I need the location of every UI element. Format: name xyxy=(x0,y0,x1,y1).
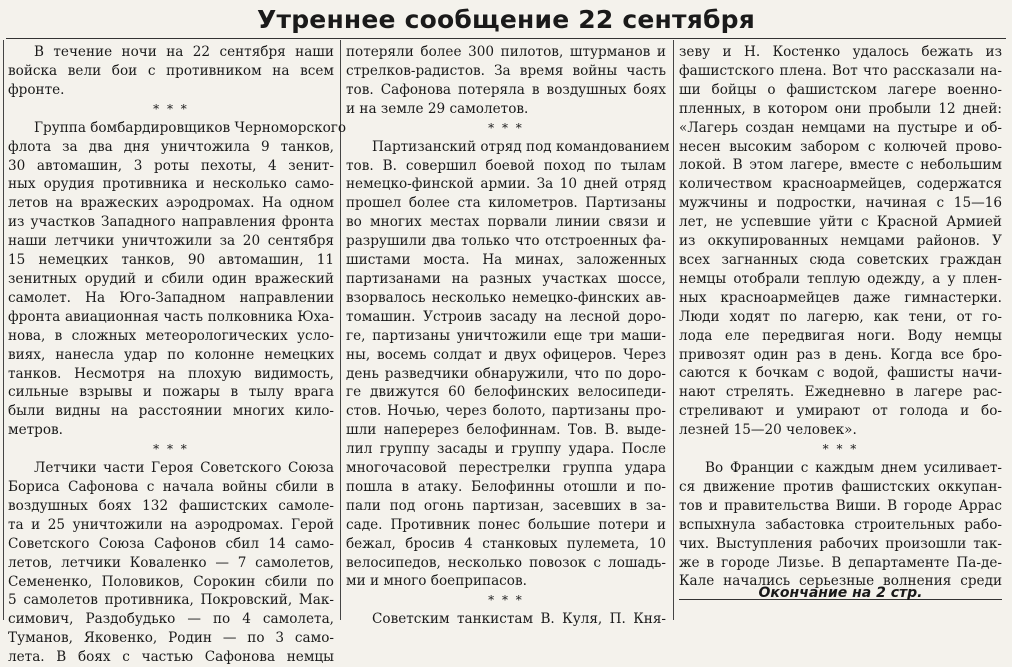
text-line: сильные взрывы и пожары в тылу врага xyxy=(8,384,334,401)
section-stars: * * * xyxy=(153,442,189,457)
text-line: 15 немецких танков, 90 автомашин, 11 xyxy=(8,252,334,269)
text-line: шли наперерез белофиннам. Тов. В. выде- xyxy=(346,422,666,439)
text-line: партизанами на разных участках шоссе, xyxy=(346,270,666,287)
text-line: тов. Сафонова потеряла в воздушных боях xyxy=(346,81,666,98)
column-2 xyxy=(346,43,670,628)
text-line: В течение ночи на 22 сентября наши xyxy=(34,44,334,60)
text-line: количеством красноармейцев, содержатся xyxy=(679,176,1002,193)
text-line: танков. Несмотря на плохую видимость, xyxy=(8,365,334,382)
text-line: были видны на расстоянии многих кило- xyxy=(8,403,334,420)
text-line: Советского Союза Сафонов сбил 14 само- xyxy=(8,535,334,552)
text-line: локой. В этом лагере, вместе с небольшим xyxy=(679,157,1002,174)
column-3 xyxy=(679,43,1002,621)
headline: Утреннее сообщение 22 сентября xyxy=(257,5,755,34)
text-line: Группа бомбардировщиков Черноморского xyxy=(34,119,347,136)
text-line: ных орудия противника и несколько само- xyxy=(8,176,334,193)
text-line: Партизанский отряд под командованием xyxy=(372,138,670,155)
text-line: та и 25 уничтожили на аэродромах. Герой xyxy=(8,516,334,533)
text-line: наши летчики уничтожили за 20 сентября xyxy=(8,233,334,250)
text-line: привозят один раз в день. Когда все бро- xyxy=(679,346,1002,363)
text-line: ми и много боеприпасов. xyxy=(346,573,527,590)
text-line: пали под огонь партизан, засевших в за- xyxy=(346,497,666,514)
text-line: немцы отобрали теплую одежду, а у плен- xyxy=(679,270,1002,287)
text-line: нова, в сложных метеорологических усло- xyxy=(8,327,334,344)
section-stars: * * * xyxy=(822,442,859,457)
text-line: «Лагерь создан немцами на пустыре и об- xyxy=(679,119,1002,136)
section-stars: * * * xyxy=(488,593,524,608)
text-line: вспыхнула забастовка строительных рабо- xyxy=(679,516,1002,533)
text-line: несен высоким забором с колючей прово- xyxy=(679,138,1002,155)
text-line: бежал, бросив 4 станковых пулемета, 10 xyxy=(346,535,666,552)
text-line: ге движутся 60 белофинских велосипеди- xyxy=(346,384,666,401)
text-line: прошел более ста километров. Партизаны xyxy=(346,195,666,212)
section-stars: * * * xyxy=(153,101,189,116)
text-line: самолет. На Юго-Западном направлении xyxy=(8,289,334,306)
text-line: ся движение против фашистских оккупан- xyxy=(679,478,1002,495)
text-line: мужчины и подростки, начиная с 15—16 xyxy=(679,195,1002,212)
text-line: летов, летчики Коваленко — 7 самолетов, xyxy=(8,554,334,571)
headline-rule xyxy=(6,38,1006,39)
text-line: стреливают и умирают от голода и бо- xyxy=(679,403,1002,420)
text-line: и на земле 29 самолетов. xyxy=(346,100,529,117)
text-line: всех загнанных сюда советских граждан xyxy=(679,251,1002,268)
column-rule-2 xyxy=(673,40,674,620)
text-line: из оккупированных немцами районов. У xyxy=(679,233,1002,250)
text-line: воздушных боях 132 фашистских самоле- xyxy=(8,497,334,514)
text-line: из участков Западного направления фронта xyxy=(8,214,334,231)
text-line: тов и правительства Виши. В городе Аррас xyxy=(679,497,1002,514)
text-line: пленных, в котором они пробыли 12 дней: xyxy=(679,100,1002,117)
text-line: саются к бочкам с водой, фашисты начи- xyxy=(679,365,1002,382)
text-line: ны, восемь солдат и двух офицеров. Через xyxy=(346,346,666,363)
text-line: фронте. xyxy=(8,81,65,98)
text-line: лезней 15—20 человек». xyxy=(679,422,857,439)
text-line: Туманов, Яковенко, Родин — по 3 само- xyxy=(8,630,334,647)
text-line: Во Франции с каждым днем усиливает- xyxy=(705,460,1002,477)
text-line: летов на вражеских аэродромах. На одном xyxy=(8,195,334,212)
text-line: взорвалось несколько немецко-финских ав- xyxy=(346,289,666,306)
text-line: многочасовой перестрелки группа удара xyxy=(346,460,666,477)
text-line: флота за два дня уничтожила 9 танков, xyxy=(8,138,334,155)
text-line: виях, нанесла удар по колонне немецких xyxy=(8,346,334,363)
text-line: нают стрелять. Ежедневно в лагере рас- xyxy=(679,384,1002,401)
text-line: ге, партизаны уничтожили еще три маши- xyxy=(346,327,666,344)
text-line: день разведчики обнаружили, что по доро- xyxy=(346,365,666,382)
text-line: Бориса Сафонова с начала войны сбили в xyxy=(8,479,334,496)
text-line: метров. xyxy=(8,422,63,439)
text-line: саде. Противник понес большие потери и xyxy=(346,516,666,533)
text-line: Люди ходят по лагерю, как тени, от го- xyxy=(679,308,1002,325)
text-line: ши бойцы о фашистском лагере военно- xyxy=(679,81,1002,98)
text-line: шистами моста. На минах, заложенных xyxy=(346,252,666,269)
text-line: Летчики части Героя Советского Союза xyxy=(34,460,334,477)
text-line: 5 самолетов противника, Покровский, Мак- xyxy=(8,592,334,609)
continuation-note: Окончание на 2 стр. xyxy=(758,585,923,601)
text-line: же в городе Лизье. В департаменте Па-де- xyxy=(679,554,1002,571)
text-line: стрелков-радистов. За время войны часть xyxy=(346,62,666,79)
text-line: войска вели бои с противником на всем xyxy=(8,62,334,79)
text-line: фашистского плена. Вот что рассказали на- xyxy=(679,62,1002,79)
text-line: стов. Ночью, через болото, партизаны про- xyxy=(346,403,666,420)
text-line: зеву и Н. Костенко удалось бежать из xyxy=(679,44,1002,60)
text-line: во многих местах порвали линии связи и xyxy=(346,214,666,231)
text-line: чих. Выступления рабочих произошли так- xyxy=(679,535,1002,552)
column-1 xyxy=(8,43,347,666)
text-line: томашин. Устроив засаду на лесной доро- xyxy=(346,308,666,325)
text-line: пошла в атаку. Белофинны отошли и по- xyxy=(346,478,666,495)
text-line: велосипедов, несколько повозок с лошадь- xyxy=(346,554,666,571)
text-line: фронта авиационная часть полковника Юха- xyxy=(8,308,334,325)
text-line: немецко-финской армии. За 10 дней отряд xyxy=(346,176,666,193)
text-line: потеряли более 300 пилотов, штурманов и xyxy=(346,44,666,60)
text-line: лил группу засады и группу удара. После xyxy=(346,441,666,458)
text-line: лета. В боях с частью Сафонова немцы xyxy=(8,649,334,666)
column-rule-left xyxy=(3,40,4,620)
text-line: симович, Раздобудько — по 4 самолета, xyxy=(8,611,334,628)
text-line: Советским танкистам В. Куля, П. Кня- xyxy=(372,611,666,628)
text-line: Кале начались серьезные волнения среди xyxy=(679,573,1002,590)
text-line: лода еле передвигая ноги. Воду немцы xyxy=(679,327,1002,344)
text-line: ных красноармейцев даже гимнастерки. xyxy=(679,289,1002,306)
text-line: 30 автомашин, 3 роты пехоты, 4 зенит- xyxy=(8,157,334,174)
section-stars: * * * xyxy=(488,120,524,135)
text-line: тов. В. совершил боевой поход по тылам xyxy=(346,157,666,174)
text-line: разрушили два только что отстроенных фа- xyxy=(346,233,666,250)
text-line: Семененко, Половиков, Сорокин сбили по xyxy=(8,573,334,590)
text-line: зенитных орудий и сбили один вражеский xyxy=(8,270,334,287)
text-line: лет, не успевшие уйти с Красной Армией xyxy=(679,214,1002,231)
